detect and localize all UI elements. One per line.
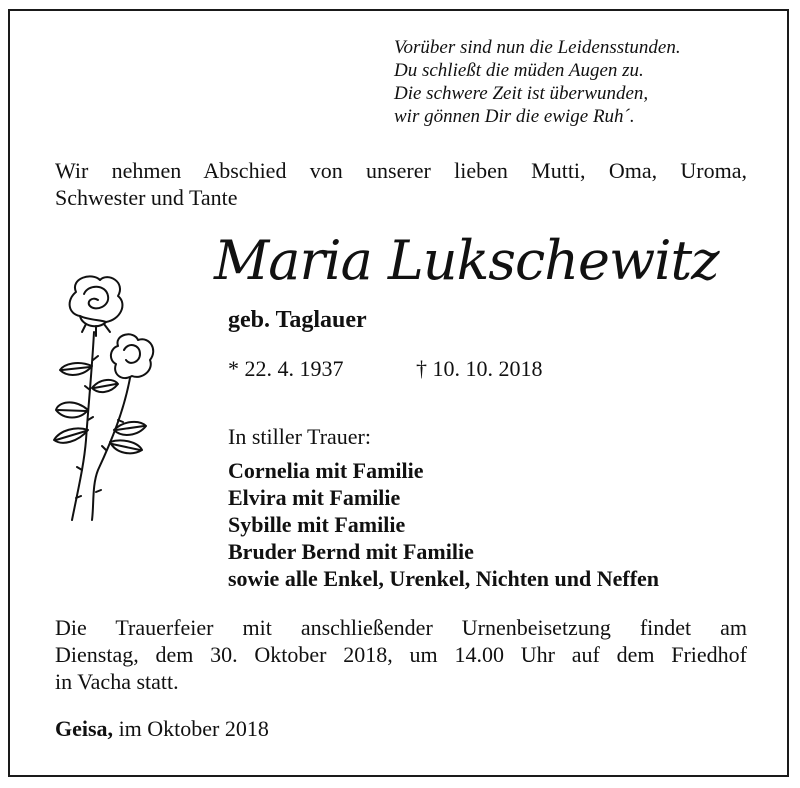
mourner: Bruder Bernd mit Familie — [228, 539, 474, 564]
poem-line: Die schwere Zeit ist überwunden, — [394, 83, 649, 104]
mourners-list — [228, 457, 659, 592]
intro-line: Wir nehmen Abschied von unserer lieben Mutti, Oma, Uroma, — [55, 158, 747, 183]
place-town: Geisa, — [55, 716, 114, 741]
service-line: Dienstag, dem 30. Oktober 2018, um 14.00 Uhr auf dem Friedhof — [55, 642, 747, 667]
intro-text — [55, 157, 747, 211]
birth-date: * 22. 4. 1937 — [228, 356, 344, 381]
mourner: Cornelia mit Familie — [228, 458, 424, 483]
mourner: Elvira mit Familie — [228, 485, 401, 510]
poem-line: wir gönnen Dir die ewige Ruh´. — [394, 106, 635, 127]
service-line: in Vacha statt. — [55, 669, 179, 694]
poem-line: Du schließt die müden Augen zu. — [394, 60, 644, 81]
intro-line: Schwester und Tante — [55, 185, 238, 210]
poem — [394, 36, 681, 128]
mourner: Sybille mit Familie — [228, 512, 406, 537]
deceased-name: Maria Lukschewitz — [214, 229, 719, 292]
death-date: † 10. 10. 2018 — [416, 356, 543, 381]
life-dates — [228, 355, 543, 383]
service-line: Die Trauerfeier mit anschließender Urnenbeisetzung findet am — [55, 615, 747, 640]
service-text — [55, 614, 747, 695]
place-month: im Oktober 2018 — [118, 716, 269, 741]
maiden-name: geb. Taglauer — [228, 307, 367, 333]
place-date — [55, 715, 269, 743]
mourning-heading: In stiller Trauer: — [228, 424, 371, 449]
mourner: sowie alle Enkel, Urenkel, Nichten und Neffen — [228, 566, 660, 591]
poem-line: Vorüber sind nun die Leidensstunden. — [394, 37, 681, 58]
roses-icon — [48, 270, 168, 525]
